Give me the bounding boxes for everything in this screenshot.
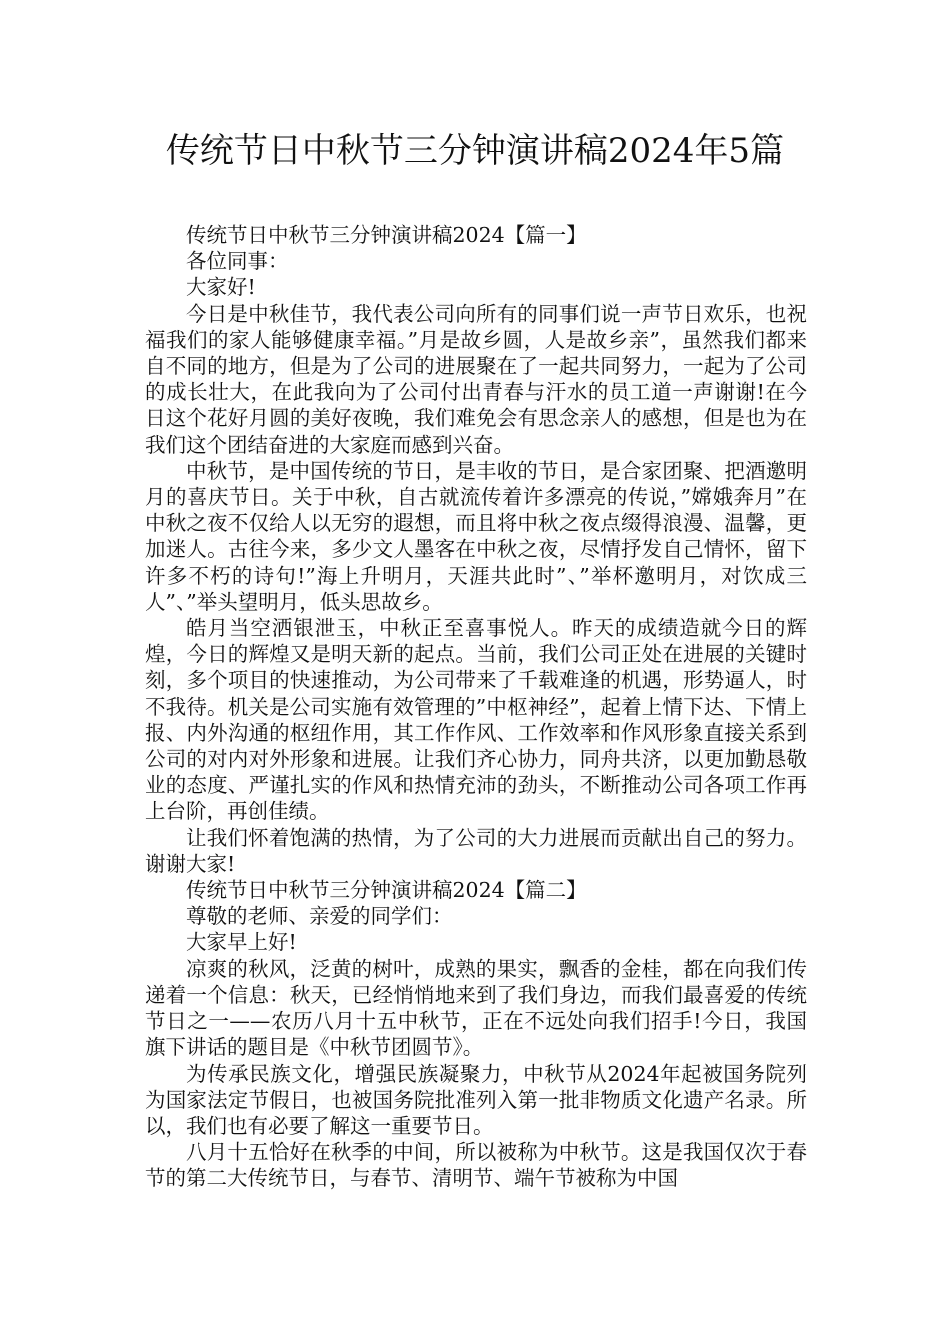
paragraph: 八月十五恰好在秋季的中间，所以被称为中秋节。这是我国仅次于春节的第二大传统节日，与春节、清明节、端午节被称为中国: [145, 1140, 807, 1191]
paragraph: 凉爽的秋风，泛黄的树叶，成熟的果实，飘香的金桂，都在向我们传递着一个信息：秋天，已经悄悄地来到了我们身边，而我们最喜爱的传统节日之一——农历八月十五中秋节，正在不远处向我们招手!今日，我国旗下讲话的题目是《中秋节团圆节》。: [145, 956, 807, 1060]
greeting: 大家好!: [186, 275, 256, 300]
paragraph: 中秋节，是中国传统的节日，是丰收的节日，是合家团聚、把酒邀明月的喜庆节日。关于中秋，自古就流传着许多漂亮的传说，”嫦娥奔月”在中秋之夜不仅给人以无穷的遐想，而且将中秋之夜点缀得浪漫、温馨，更加迷人。古往今来，多少文人墨客在中秋之夜，尽情抒发自己情怀，留下许多不朽的诗句!”海上升明月，天涯共此时”、”举杯邀明月，对饮成三人”、”举头望明月，低头思故乡。: [145, 458, 807, 614]
greeting: 大家早上好!: [186, 930, 297, 955]
salutation: 尊敬的老师、亲爱的同学们：: [186, 904, 453, 929]
paragraph: 今日是中秋佳节，我代表公司向所有的同事们说一声节日欢乐，也祝福我们的家人能够健康幸福。”月是故乡圆，人是故乡亲”，虽然我们都来自不同的地方，但是为了公司的进展聚在了一起共同努力，一起为了公司的成长壮大，在此我向为了公司付出青春与汗水的员工道一声谢谢!在今日这个花好月圆的美好夜晚，我们难免会有思念亲人的感想，但是也为在我们这个团结奋进的大家庭而感到兴奋。: [145, 301, 807, 457]
paragraph: 让我们怀着饱满的热情，为了公司的大力进展而贡献出自己的努力。谢谢大家!: [145, 825, 807, 876]
paragraph: 皓月当空洒银泄玉，中秋正至喜事悦人。昨天的成绩造就今日的辉煌，今日的辉煌又是明天新的起点。当前，我们公司正处在进展的关键时刻，多个项目的快速推动，为公司带来了千载难逢的机遇，形势逼人，时不我待。机关是公司实施有效管理的”中枢神经”，起着上情下达、下情上报、内外沟通的枢纽作用，其工作作风、工作效率和作风形象直接关系到公司的对内对外形象和进展。让我们齐心协力，同舟共济，以更加勤恳敬业的态度、严谨扎实的作风和热情充沛的劲头，不断推动公司各项工作再上台阶，再创佳绩。: [145, 616, 807, 824]
section-heading-1: 传统节日中秋节三分钟演讲稿2024【篇一】: [186, 223, 587, 247]
document-title: 传统节日中秋节三分钟演讲稿2024年5篇: [165, 131, 785, 171]
salutation: 各位同事：: [186, 249, 289, 274]
paragraph: 为传承民族文化，增强民族凝聚力，中秋节从2024年起被国务院列为国家法定节假日，也被国务院批准列入第一批非物质文化遗产名录。所以，我们也有必要了解这一重要节日。: [145, 1061, 807, 1138]
section-heading-2: 传统节日中秋节三分钟演讲稿2024【篇二】: [186, 878, 587, 903]
document-body: [145, 222, 807, 1192]
